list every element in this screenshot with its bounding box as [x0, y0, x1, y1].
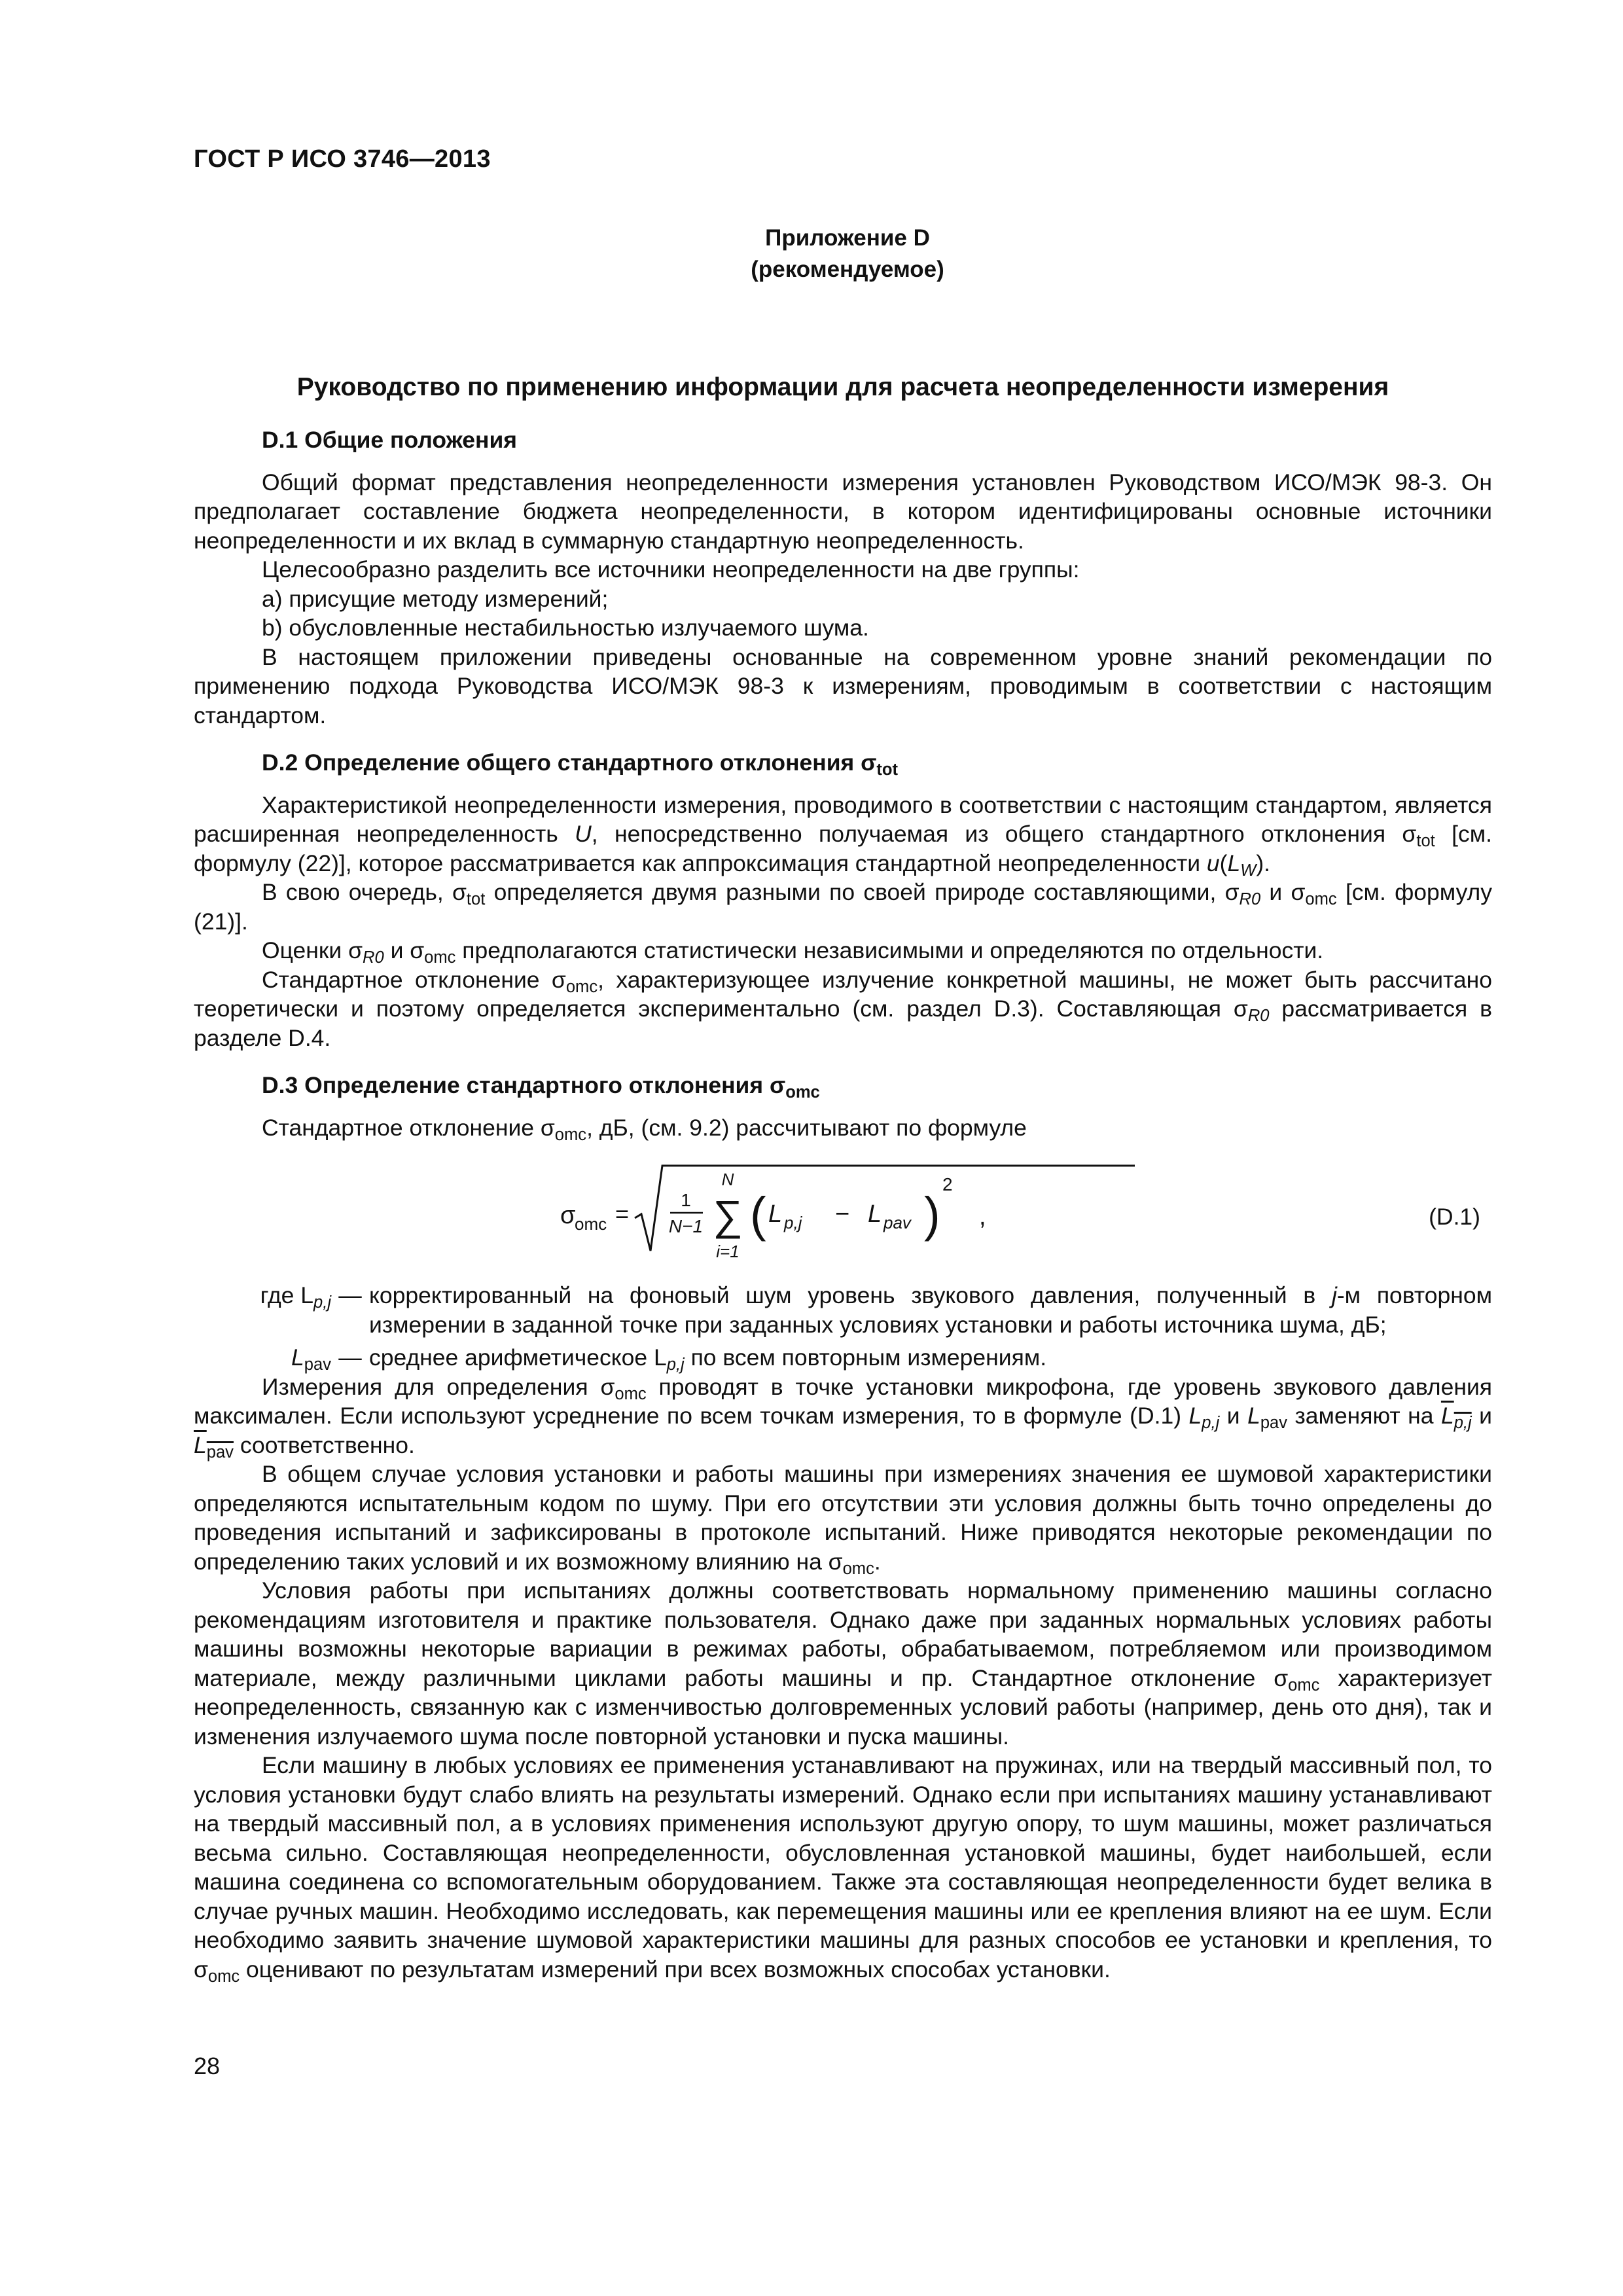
annex-label: [0, 223, 1623, 285]
section-d3-heading: D.3 Определение стандартного отклонения $\sigma_{omc}$: [262, 1072, 820, 1102]
formula-equals: =: [615, 1200, 630, 1227]
document-header: ГОСТ Р ИСО 3746—2013: [194, 145, 491, 173]
paragraph: Измерения для определения $\sigma_{omc}$ проводят в точке установки микрофона, где уровень звукового давления максимален. Если используют усреднение по всем точкам измерения, то в формуле (D.1) $L_{p,j}$ и $L_{pav}$ заменяют на $L_{p,j}$ и $L_{pav}$ соответственно.: [194, 1373, 1492, 1462]
section-d1-heading: D.1 Общие положения: [262, 427, 517, 453]
definition-dash: —: [338, 1282, 362, 1308]
definition-item: [194, 1281, 1492, 1339]
definition-text: среднее арифметическое $L_{p,j}$ по всем повторным измерениям.: [369, 1344, 1047, 1374]
term-lpj-sub: p,j: [784, 1213, 802, 1232]
definition-item: [194, 1343, 1492, 1372]
minus-sign: −: [835, 1200, 850, 1228]
term-lpav: L: [868, 1200, 882, 1228]
paragraph: Стандартное отклонение $\sigma_{omc}$, характеризующее излучение конкретной машины, не может быть рассчитано теоретически и поэтому определяется экспериментально (см. раздел D.3). Составляющая $\sigma_{R0}$ рассматривается в разделе D.4.: [194, 966, 1493, 1051]
fraction-denominator: N−1: [668, 1216, 704, 1236]
paragraph: Общий формат представления неопределенности измерения установлен Руководством ИСО/МЭК 98-3. Он предполагает составление бюджета неопределенности, в котором идентифицированы основные источники неопределенности и их вклад в суммарную стандартную неопределенность.: [194, 469, 1492, 554]
term-lpav-sub: pav: [883, 1213, 911, 1232]
document-body: [194, 425, 1492, 1984]
paragraph: В свою очередь, $\sigma_{tot}$ определяется двумя разными по своей природе составляющими, $\sigma_{R0}$ и $\sigma_{omc}$ [см. формулу (21)].: [194, 879, 1493, 935]
list-item: a) присущие методу измерений;: [262, 585, 609, 612]
definition-symbol: $L_{pav}$: [291, 1344, 331, 1374]
page-number: 28: [194, 2053, 221, 2079]
formula-number: (D.1): [1429, 1204, 1480, 1230]
paragraph: В общем случае условия установки и работы машины при измерениях значения ее шумовой характеристики определяются испытательным кодом по шуму. При его отсутствии эти условия должны быть точно определены до проведения испытаний и зафиксированы в протоколе испытаний. Ниже приводятся некоторые рекомендации по определению таких условий и их возможному влиянию на $\sigma_{omc}$.: [194, 1461, 1492, 1578]
formula-lhs-sub: omc: [575, 1214, 607, 1234]
list-item: b) обусловленные нестабильностью излучаемого шума.: [262, 615, 869, 641]
sum-sign: ∑: [713, 1192, 743, 1239]
annex-status: (рекомендуемое): [751, 257, 944, 282]
paragraph: Стандартное отклонение $\sigma_{omc}$, дБ, (см. 9.2) рассчитывают по формуле: [262, 1114, 1027, 1144]
paragraph: Если машину в любых условиях ее применения устанавливают на пружинах, или на твердый массивный пол, то условия установки будут слабо влиять на результаты измерений. Однако если при испытаниях машину устанавливают на твердый массивный пол, а в условиях применения используют другую опору, то шум машины, может различаться весьма сильно. Составляющая неопределенности, обусловленная установкой машины, будет наибольшей, если машина соединена со вспомогательным оборудованием. Также эта составляющая неопределенности будет велика в случае ручных машин. Необходимо исследовать, как перемещения машины или ее крепления влияют на ее шум. Если необходимо заявить значение шумовой характеристики машины для разных способов ее установки и крепления, то $\sigma_{omc}$ оценивают по результатам измерений при всех возможных способах установки.: [194, 1752, 1492, 1986]
paragraph: Оценки $\sigma_{R0}$ и $\sigma_{omc}$ предполагаются статистически независимыми и определяются по отдельности.: [262, 937, 1324, 967]
definition-symbol: где $L_{p,j}$: [260, 1282, 331, 1312]
paren-close: ): [924, 1187, 940, 1242]
formula-graphic: [560, 1159, 1202, 1270]
fraction-numerator: 1: [681, 1190, 691, 1210]
formula-d1: [194, 1159, 1492, 1270]
section-d2-heading: D.2 Определение общего стандартного отклонения $\sigma_{tot}$: [262, 749, 899, 780]
sum-upper: N: [721, 1170, 734, 1189]
definition-dash: —: [338, 1344, 362, 1371]
sum-lower: i=1: [716, 1242, 740, 1261]
paragraph: Характеристикой неопределенности измерения, проводимого в соответствии с настоящим стандартом, является расширенная неопределенность U, непосредственно получаемая из общего стандартного отклонения $\sigma_{tot}$ [см. формулу (22)], которое рассматривается как аппроксимация стандартной неопределенности $u(L_W)$.: [194, 791, 1492, 880]
formula-comma: ,: [979, 1203, 986, 1230]
paren-open: (: [750, 1187, 766, 1242]
paragraph: Целесообразно разделить все источники неопределенности на две группы:: [262, 556, 1080, 583]
paragraph: Условия работы при испытаниях должны соответствовать нормальному применению машины согласно рекомендациям изготовителя и практике пользователя. Однако даже при заданных нормальных условиях работы машины возможны некоторые вариации в режимах работы, обрабатываемом, потребляемом или производимом материале, между различными циклами работы машины и пр. Стандартное отклонение $\sigma_{omc}$ характеризует неопределенность, связанную как с изменчивостью долговременных условий работы (например, день ото дня), так и изменения излучаемого шума после повторной установки и пуска машины.: [194, 1577, 1493, 1749]
radical-sign: [635, 1166, 1135, 1251]
paragraph: В настоящем приложении приведены основанные на современном уровне знаний рекомендации по применению подхода Руководства ИСО/МЭК 98-3 к измерениям, проводимым в соответствии с настоящим стандартом.: [194, 643, 1492, 728]
exponent: 2: [942, 1174, 953, 1194]
term-lpj: L: [768, 1200, 783, 1228]
definition-text: корректированный на фоновый шум уровень звукового давления, полученный в j-м повторном измерении в заданной точке при заданных условиях установки и работы источника шума, дБ;: [369, 1282, 1492, 1338]
annex-title: Приложение D: [765, 225, 930, 251]
formula-lhs: σ: [560, 1202, 576, 1229]
annex-heading: Руководство по применению информации для расчета неопределенности измерения: [296, 373, 1389, 401]
